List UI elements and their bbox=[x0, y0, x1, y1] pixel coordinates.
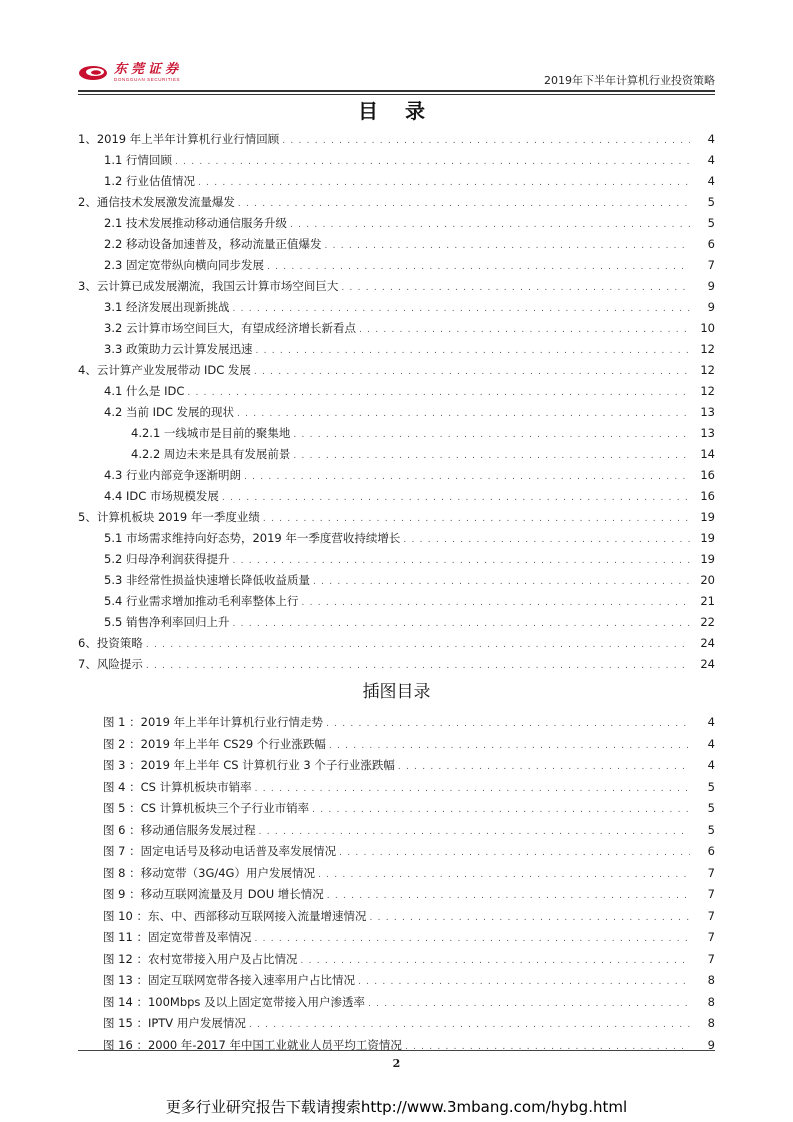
toc-entry[interactable]: 4.2.1 一线城市是目前的聚集地 . . . 13 bbox=[78, 423, 715, 444]
toc-entry[interactable]: 5.1 市场需求维持向好态势，2019 年一季度营收持续增长 . . . 19 bbox=[78, 528, 715, 549]
report-title: 2019年下半年计算机行业投资策略 bbox=[544, 74, 715, 87]
toc-entry[interactable]: 5.4 行业需求增加推动毛利率整体上行 . . . 21 bbox=[78, 591, 715, 612]
toc-entry[interactable]: 7、风险提示 . . . 24 bbox=[78, 654, 715, 675]
toc-entry[interactable]: 3.1 经济发展出现新挑战 . . . 9 bbox=[78, 297, 715, 318]
toc-entry[interactable]: 4.1 什么是 IDC . . . 12 bbox=[78, 381, 715, 402]
toc-entry[interactable]: 5.2 归母净利润获得提升 . . . 19 bbox=[78, 549, 715, 570]
page-number: 2 bbox=[392, 1057, 401, 1070]
toc-title: 目 录 bbox=[358, 99, 435, 123]
toc-entry[interactable]: 4.4 IDC 市场规模发展 . . . 16 bbox=[78, 486, 715, 507]
logo-english-name: DONGGUAN SECURITIES bbox=[114, 76, 181, 82]
figure-entry[interactable]: 图 6 ：移动通信服务发展过程 . . . 5 bbox=[78, 820, 715, 842]
toc-entry[interactable]: 5.3 非经常性损益快速增长降低收益质量 . . . 20 bbox=[78, 570, 715, 591]
toc-entry[interactable]: 4.2 当前 IDC 发展的现状 . . . 13 bbox=[78, 402, 715, 423]
figure-entry[interactable]: 图 5 ：CS 计算机板块三个子行业市销率 . . . 5 bbox=[78, 798, 715, 820]
figure-entry[interactable]: 图 13 ：固定互联网宽带各接入速率用户占比情况 . . . 8 bbox=[78, 970, 715, 992]
company-logo bbox=[78, 58, 182, 86]
toc-entry[interactable]: 6、投资策略 . . . 24 bbox=[78, 633, 715, 654]
toc-entry[interactable]: 4、云计算产业发展带动 IDC 发展 . . . 12 bbox=[78, 360, 715, 381]
figure-entry[interactable]: 图 1 ：2019 年上半年计算机行业行情走势 . . . 4 bbox=[78, 712, 715, 734]
toc-entry[interactable]: 5.5 销售净利率回归上升 . . . 22 bbox=[78, 612, 715, 633]
figure-entry[interactable]: 图 16 ：2000 年-2017 年中国工业就业人员平均工资情况 . . . 9 bbox=[78, 1035, 715, 1057]
figure-entry[interactable]: 图 9 ：移动互联网流量及月 DOU 增长情况 . . . 7 bbox=[78, 884, 715, 906]
toc-entry[interactable]: 3.2 云计算市场空间巨大，有望成经济增长新看点 . . . 10 bbox=[78, 318, 715, 339]
figure-entry[interactable]: 图 4 ：CS 计算机板块市销率 . . . 5 bbox=[78, 777, 715, 799]
figure-entry[interactable]: 图 2 ：2019 年上半年 CS29 个行业涨跌幅 . . . 4 bbox=[78, 734, 715, 756]
page-number-divider bbox=[78, 1050, 715, 1051]
figure-entry[interactable]: 图 3 ：2019 年上半年 CS 计算机行业 3 个子行业涨跌幅 . . . 4 bbox=[78, 755, 715, 777]
figure-entry[interactable]: 图 15 ：IPTV 用户发展情况 . . . 8 bbox=[78, 1013, 715, 1035]
figure-entry[interactable]: 图 8 ：移动宽带（3G/4G）用户发展情况 . . . 7 bbox=[78, 863, 715, 885]
toc-entry[interactable]: 2、通信技术发展激发流量爆发 . . . 5 bbox=[78, 192, 715, 213]
toc-entry[interactable]: 3.3 政策助力云计算发展迅速 . . . 12 bbox=[78, 339, 715, 360]
download-hint: 更多行业研究报告下载请搜索http://www.3mbang.com/hybg.html bbox=[165, 1098, 628, 1116]
toc-entry[interactable]: 2.3 固定宽带纵向横向同步发展 . . . 7 bbox=[78, 255, 715, 276]
toc-entry[interactable]: 3、云计算已成发展潮流，我国云计算市场空间巨大 . . . 9 bbox=[78, 276, 715, 297]
toc-entry[interactable]: 1.2 行业估值情况 . . . 4 bbox=[78, 171, 715, 192]
logo-swirl-icon bbox=[78, 62, 108, 82]
toc-entry[interactable]: 5、计算机板块 2019 年一季度业绩 . . . 19 bbox=[78, 507, 715, 528]
toc-entry[interactable]: 2.1 技术发展推动移动通信服务升级 . . . 5 bbox=[78, 213, 715, 234]
toc-entry[interactable]: 1、2019 年上半年计算机行业行情回顾 . . . 4 bbox=[78, 129, 715, 150]
toc-entry[interactable]: 1.1 行情回顾 . . . 4 bbox=[78, 150, 715, 171]
page-header bbox=[78, 52, 715, 92]
header-divider-thick bbox=[78, 90, 715, 92]
toc-entry[interactable]: 4.3 行业内部竞争逐渐明朗 . . . 16 bbox=[78, 465, 715, 486]
figure-entry[interactable]: 图 11 ：固定宽带普及率情况 . . . 7 bbox=[78, 927, 715, 949]
figure-entry[interactable]: 图 12 ：农村宽带接入用户及占比情况 . . . 7 bbox=[78, 949, 715, 971]
figure-entry[interactable]: 图 7 ：固定电话号及移动电话普及率发展情况 . . . 6 bbox=[78, 841, 715, 863]
logo-chinese-name: 东莞证券 bbox=[114, 61, 183, 77]
toc-entry[interactable]: 4.2.2 周边未来是具有发展前景 . . . 14 bbox=[78, 444, 715, 465]
figure-entry[interactable]: 图 10 ：东、中、西部移动互联网接入流量增速情况 . . . 7 bbox=[78, 906, 715, 928]
figure-list-title: 插图目录 bbox=[362, 682, 431, 702]
table-of-contents bbox=[78, 129, 715, 675]
figure-entry[interactable]: 图 14 ：100Mbps 及以上固定宽带接入用户渗透率 . . . 8 bbox=[78, 992, 715, 1014]
toc-entry[interactable]: 2.2 移动设备加速普及，移动流量正值爆发 . . . 6 bbox=[78, 234, 715, 255]
figure-list bbox=[78, 712, 715, 1056]
